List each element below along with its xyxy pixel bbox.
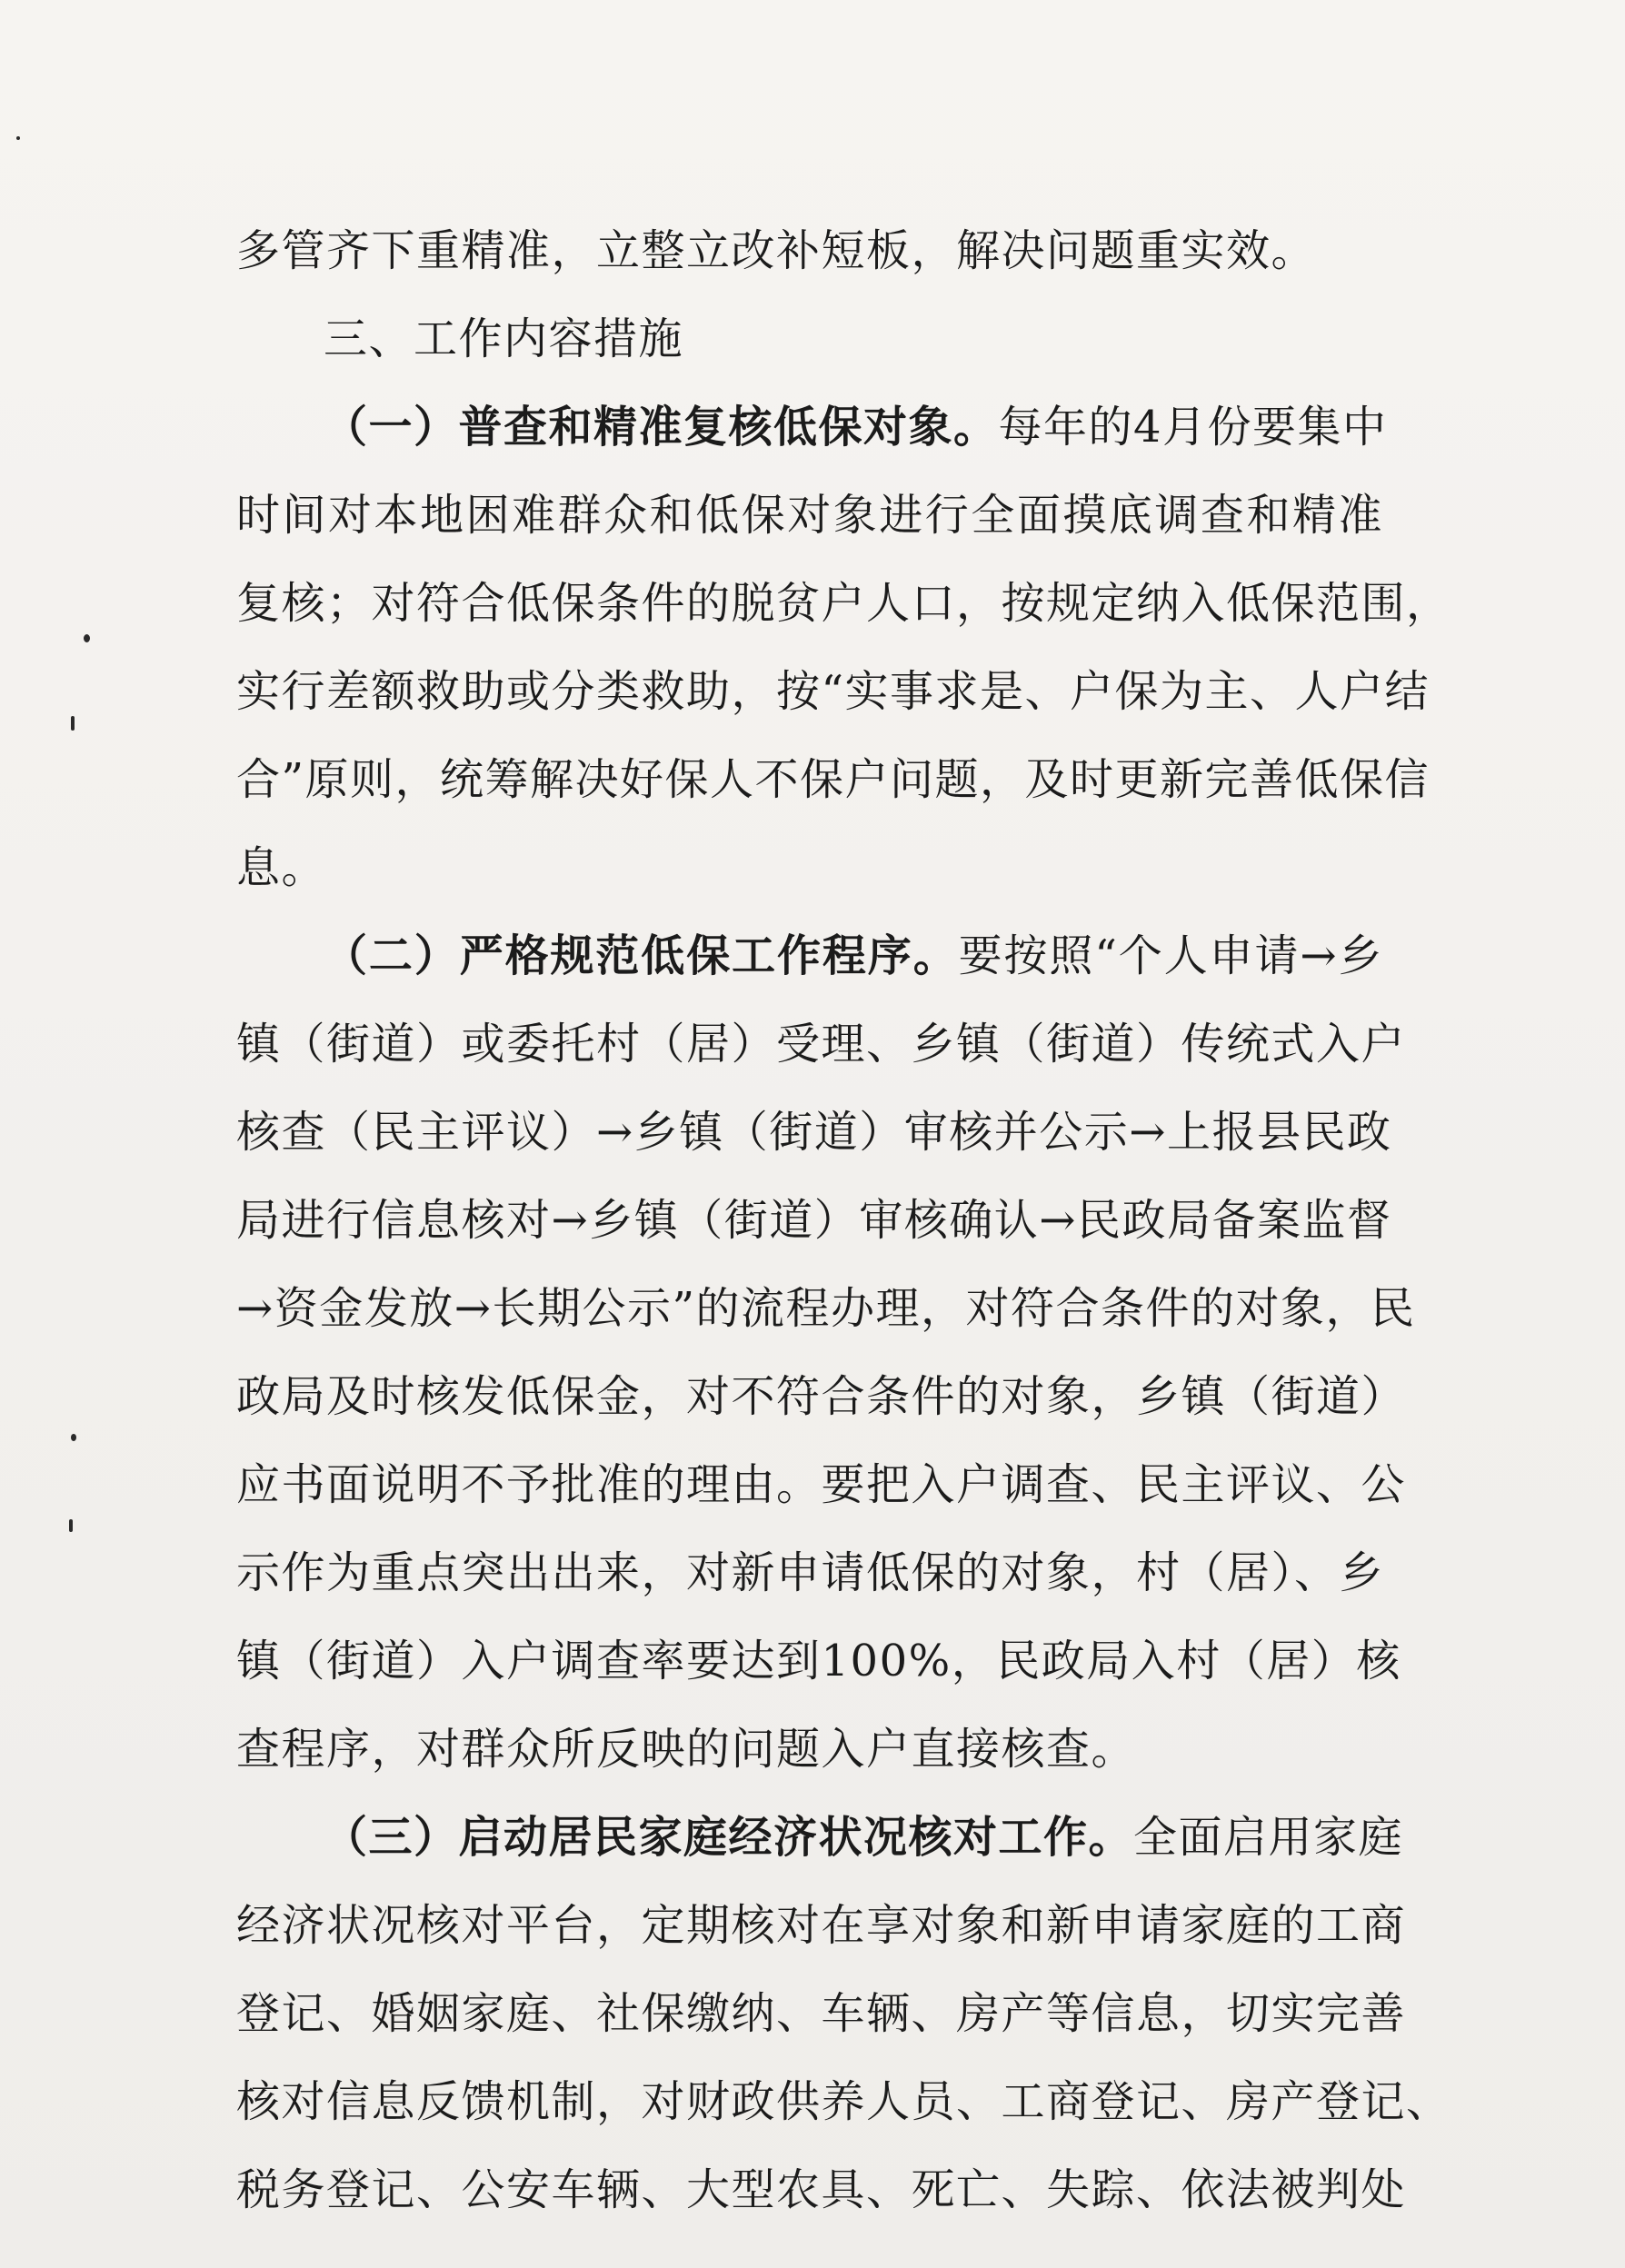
line-text: 时间对本地困难群众和低保对象进行全面摸底调查和精准: [236, 490, 1383, 541]
body-line: [236, 1970, 1407, 2058]
body-line: [236, 824, 1383, 912]
line-text: 每年的4月份要集中: [998, 402, 1388, 453]
line-text: 合”原则，统筹解决好保人不保户问题，及时更新完善低保信: [236, 754, 1431, 805]
document-body: [236, 207, 1451, 2234]
line-text: 政局及时核发低保金，对不符合条件的对象，乡镇（街道）: [236, 1371, 1407, 1422]
line-text: 全面启用家庭: [1133, 1812, 1404, 1863]
paragraph-lead-line: [236, 383, 1388, 472]
body-line: [236, 2058, 1451, 2146]
line-text: 税务登记、公安车辆、大型农具、死亡、失踪、依法被判处: [236, 2164, 1407, 2215]
line-text: 要按照“个人申请→乡: [958, 930, 1383, 981]
body-line: [236, 560, 1451, 648]
line-text: 多管齐下重精准，立整立改补短板，解决问题重实效。: [236, 225, 1317, 276]
scan-speck: [16, 136, 20, 140]
body-line: [236, 1617, 1401, 1706]
line-text: 实行差额救助或分类救助，按“实事求是、户保为主、人户结: [236, 666, 1431, 717]
scan-speck: [69, 1519, 73, 1532]
line-text: 局进行信息核对→乡镇（街道）审核确认→民政局备案监督: [236, 1195, 1392, 1246]
line-text: 复核；对符合低保条件的脱贫户人口，按规定纳入低保范围，: [236, 578, 1451, 629]
line-text: 经济状况核对平台，定期核对在享对象和新申请家庭的工商: [236, 1900, 1407, 1951]
scan-speck: [71, 1434, 76, 1441]
line-text: 核查（民主评议）→乡镇（街道）审核并公示→上报县民政: [236, 1107, 1392, 1158]
line-text: →资金发放→长期公示”的流程办理，对符合条件的对象，民: [236, 1283, 1416, 1334]
body-line: [236, 1000, 1407, 1089]
section-heading: [236, 295, 1383, 383]
scan-speck: [84, 634, 90, 642]
body-line: [236, 1177, 1392, 1265]
line-text: 三、工作内容措施: [324, 313, 684, 364]
line-text: 登记、婚姻家庭、社保缴纳、车辆、房产等信息，切实完善: [236, 1988, 1407, 2039]
body-line: [236, 1265, 1416, 1353]
body-line: [236, 736, 1431, 824]
paragraph-heading: （二）严格规范低保工作程序。: [324, 930, 959, 981]
body-line: [236, 648, 1431, 736]
line-text: 息。: [236, 842, 327, 893]
paragraph-lead-line: [236, 1794, 1404, 1882]
line-text: 查程序，对群众所反映的问题入户直接核查。: [236, 1724, 1137, 1775]
line-text: 应书面说明不予批准的理由。要把入户调查、民主评议、公: [236, 1459, 1407, 1510]
body-line: [236, 1089, 1392, 1177]
line-text: 镇（街道）或委托村（居）受理、乡镇（街道）传统式入户: [236, 1019, 1407, 1069]
body-line: [236, 1441, 1407, 1529]
paragraph-heading: （一）普查和精准复核低保对象。: [324, 402, 999, 453]
body-line: [236, 1529, 1383, 1617]
line-text: 核对信息反馈机制，对财政供养人员、工商登记、房产登记、: [236, 2076, 1451, 2127]
body-line: [236, 207, 1383, 295]
body-line: [236, 1882, 1407, 1970]
body-line: [236, 1353, 1407, 1441]
body-line: [236, 1706, 1383, 1794]
paragraph-heading: （三）启动居民家庭经济状况核对工作。: [324, 1812, 1134, 1863]
line-text: 示作为重点突出出来，对新申请低保的对象，村（居）、乡: [236, 1547, 1385, 1598]
body-line: [236, 472, 1383, 560]
body-line: [236, 2146, 1407, 2234]
paragraph-lead-line: [236, 912, 1383, 1000]
scan-speck: [71, 716, 75, 731]
line-text: 镇（街道）入户调查率要达到100%，民政局入村（居）核: [236, 1636, 1401, 1686]
